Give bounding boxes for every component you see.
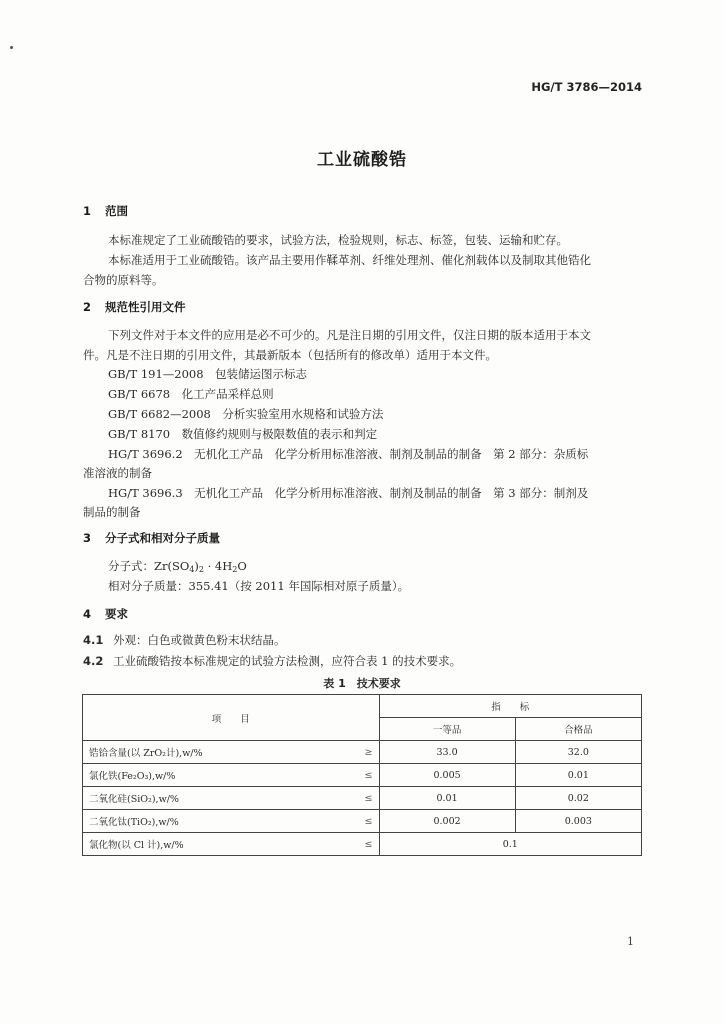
reference-item: GB/T 191—2008 包装储运图示标志 — [108, 367, 308, 381]
clause-number: 4.1 — [83, 633, 104, 647]
header-grade-first: 一等品 — [379, 718, 515, 741]
row-value-qualified: 0.003 — [515, 810, 641, 833]
row-item: 二氧化钛(TiO₂),w/% — [83, 810, 359, 833]
header-item: 项 目 — [83, 695, 380, 741]
section-number: 2 — [83, 300, 92, 314]
section-1-para-2-line-2: 合物的原料等。 — [83, 273, 164, 287]
molecular-mass: 相对分子质量：355.41（按 2011 年国际相对原子质量）。 — [108, 579, 410, 593]
section-title: 分子式和相对分子质量 — [105, 531, 220, 545]
formula-part: · 4H — [203, 559, 233, 573]
row-value-qualified: 32.0 — [515, 741, 641, 764]
section-2-para-line-2: 件。凡是不注日期的引用文件，其最新版本（包括所有的修改单）适用于本文件。 — [83, 348, 497, 362]
section-number: 1 — [83, 204, 92, 218]
row-value-first: 33.0 — [379, 741, 515, 764]
section-number: 4 — [83, 607, 92, 621]
formula-part: O — [237, 559, 247, 573]
formula-part: Zr(SO — [154, 559, 190, 573]
formula-subscript: 4 — [189, 565, 195, 574]
section-title: 要求 — [105, 607, 128, 621]
row-value-qualified: 0.01 — [515, 764, 641, 787]
table-row — [83, 741, 642, 764]
section-title: 规范性引用文件 — [105, 300, 186, 314]
clause-number: 4.2 — [83, 654, 104, 668]
section-1-para-1: 本标准规定了工业硫酸锆的要求，试验方法，检验规则，标志、标签，包装、运输和贮存。 — [108, 233, 568, 247]
row-value-first: 0.002 — [379, 810, 515, 833]
reference-item-line-1: HG/T 3696.2 无机化工产品 化学分析用标准溶液、制剂及制品的制备 第 2 部分：杂质标 — [108, 447, 589, 461]
requirement-4-1 — [83, 632, 286, 648]
section-2-para-line-1: 下列文件对于本文件的应用是必不可少的。凡是注日期的引用文件，仅注日期的版本适用于本文 — [108, 328, 591, 342]
reference-item: GB/T 6682—2008 分析实验室用水规格和试验方法 — [108, 407, 384, 421]
row-symbol: ≤ — [359, 833, 379, 856]
row-value-first: 0.005 — [379, 764, 515, 787]
clause-text: 外观：白色或微黄色粉末状结晶。 — [113, 633, 286, 647]
table-row — [83, 764, 642, 787]
technical-requirements-table — [82, 694, 642, 856]
standard-code: HG/T 3786—2014 — [531, 80, 642, 94]
scan-speck — [10, 46, 13, 49]
table-caption: 表 1 技术要求 — [323, 677, 401, 690]
page-number: 1 — [627, 935, 634, 948]
row-value-merged: 0.1 — [379, 833, 642, 856]
section-4-heading — [83, 606, 128, 622]
section-number: 3 — [83, 531, 92, 545]
formula-part: ) — [194, 559, 199, 573]
table-row — [83, 810, 642, 833]
reference-item: GB/T 6678 化工产品采样总则 — [108, 387, 274, 401]
section-2-heading — [83, 299, 186, 315]
table-row — [83, 787, 642, 810]
formula-subscript: 2 — [232, 565, 238, 574]
header-grade-qualified: 合格品 — [515, 718, 641, 741]
section-title: 范围 — [105, 204, 128, 218]
row-symbol: ≤ — [359, 787, 379, 810]
reference-item: GB/T 8170 数值修约规则与极限数值的表示和判定 — [108, 427, 378, 441]
formula-label: 分子式： — [108, 559, 154, 573]
reference-item-line-2: 准溶液的制备 — [83, 466, 152, 480]
row-value-first: 0.01 — [379, 787, 515, 810]
row-symbol: ≤ — [359, 764, 379, 787]
row-symbol: ≥ — [359, 741, 379, 764]
row-item: 锆铪含量(以 ZrO₂计),w/% — [83, 741, 359, 764]
row-symbol: ≤ — [359, 810, 379, 833]
reference-item-line-1: HG/T 3696.3 无机化工产品 化学分析用标准溶液、制剂及制品的制备 第 3 部分：制剂及 — [108, 486, 589, 500]
document-title: 工业硫酸锆 — [317, 150, 407, 170]
header-index: 指 标 — [379, 695, 642, 718]
section-3-heading — [83, 530, 220, 546]
section-1-heading — [83, 203, 128, 219]
reference-item-line-2: 制品的制备 — [83, 505, 141, 519]
row-item: 二氧化硅(SiO₂),w/% — [83, 787, 359, 810]
row-item: 氯化物(以 Cl 计),w/% — [83, 833, 359, 856]
requirement-4-2 — [83, 653, 461, 669]
section-1-para-2-line-1: 本标准适用于工业硫酸锆。该产品主要用作鞣革剂、纤维处理剂、催化剂载体以及制取其他锆化 — [108, 253, 591, 267]
formula-subscript: 2 — [198, 565, 204, 574]
row-item: 氯化铁(Fe₂O₃),w/% — [83, 764, 359, 787]
row-value-qualified: 0.02 — [515, 787, 641, 810]
clause-text: 工业硫酸锆按本标准规定的试验方法检测，应符合表 1 的技术要求。 — [113, 654, 462, 668]
table-row — [83, 833, 642, 856]
